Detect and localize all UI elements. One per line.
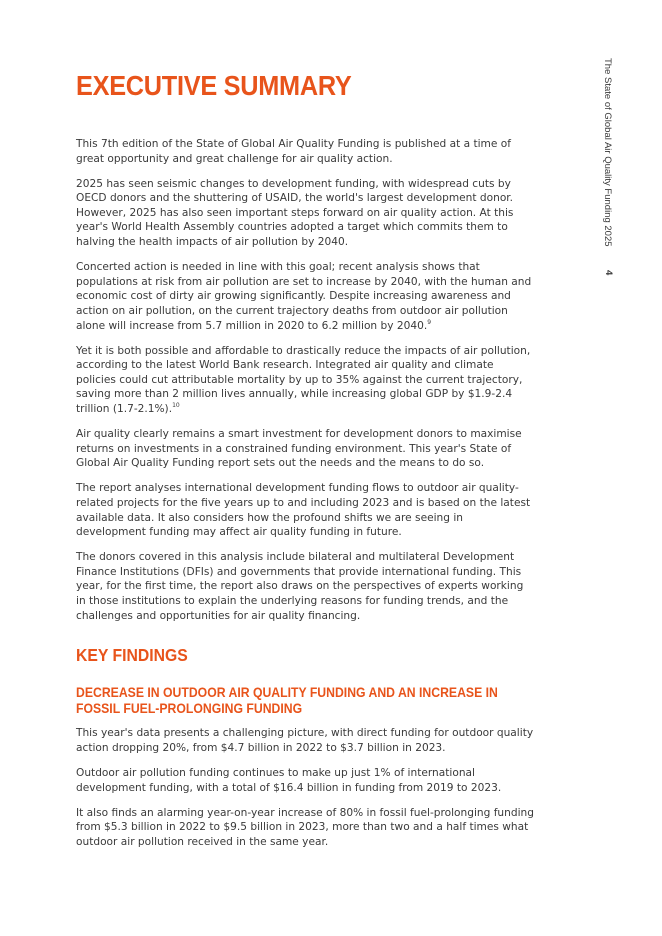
intro-paragraph: Yet it is both possible and affordable to drastically reduce the impacts of air pollution, according to the latest World Bank research. Integrated air quality and climate policies could cut attributable mortality by up to 35% against the current trajectory, saving more than 2 million lives annually, while increasing global GDP by $1.9-2.4 trillion (1.7-2.1%).$^{10}$ <box>76 344 531 415</box>
intro-paragraph: The report analyses international development funding flows to outdoor air quality-related projects for the five years up to and including 2023 and is based on the latest available data. It also considers how the profound shifts we are seeing in development funding may affect air quality funding in future. <box>76 482 531 539</box>
key-findings-subtitle: DECREASE IN OUTDOOR AIR QUALITY FUNDING AND AN INCREASE IN FOSSIL FUEL-PROLONGING FUNDING <box>76 685 498 717</box>
body-text <box>76 137 536 860</box>
running-header: The State of Global Air Quality Funding 2025 <box>602 58 613 247</box>
intro-paragraph: Concerted action is needed in line with this goal; recent analysis shows that populations at risk from air pollution are set to increase by 2040, with the human and economic cost of dirty air growing significantly. Despite increasing awareness and action on air pollution, on the current trajectory deaths from outdoor air pollution alone will increase from 5.7 million in 2020 to 6.2 million by 2040.$^9$ <box>76 261 532 332</box>
intro-paragraph: Air quality clearly remains a smart investment for development donors to maximise returns on investments in a constrained funding environment. This year's State of Global Air Quality Funding report sets out the needs and the means to do so. <box>76 428 522 470</box>
footnote-ref: 10 <box>172 402 180 409</box>
intro-paragraph: The donors covered in this analysis include bilateral and multilateral Development Finance Institutions (DFIs) and governments that provide international funding. This year, for the first time, the report also draws on the perspectives of experts working in those institutions to explain the underlying reasons for funding trends, and the challenges and opportunities for air quality financing. <box>76 551 524 622</box>
page-number: 4 <box>603 270 614 276</box>
intro-paragraph: 2025 has seen seismic changes to development funding, with widespread cuts by OECD donors and the shuttering of USAID, the world's largest development donor. However, 2025 has also seen important steps forward on air quality action. At this year's World Health Assembly countries adopted a target which commits them to halving the health impacts of air pollution by 2040. <box>76 177 514 249</box>
intro-paragraph: This 7th edition of the State of Global Air Quality Funding is published at a time of great opportunity and great challenge for air quality action. <box>76 138 511 165</box>
finding-paragraph: Outdoor air pollution funding continues to make up just 1% of international development funding, with a total of $16.4 billion in funding from 2019 to 2023. <box>76 766 502 794</box>
finding-paragraph: This year's data presents a challenging picture, with direct funding for outdoor quality action dropping 20%, from $4.7 billion in 2022 to $3.7 billion in 2023. <box>76 727 534 754</box>
footnote-ref: 9 <box>427 318 432 326</box>
key-findings-title: KEY FINDINGS <box>76 645 188 666</box>
page-title: EXECUTIVE SUMMARY <box>76 70 352 101</box>
finding-paragraph: It also finds an alarming year-on-year increase of 80% in fossil fuel-prolonging funding from $5.3 billion in 2022 to $9.5 billion in 2023, more than two and a half times what outdoor air pollution received in the same year. <box>76 806 534 848</box>
